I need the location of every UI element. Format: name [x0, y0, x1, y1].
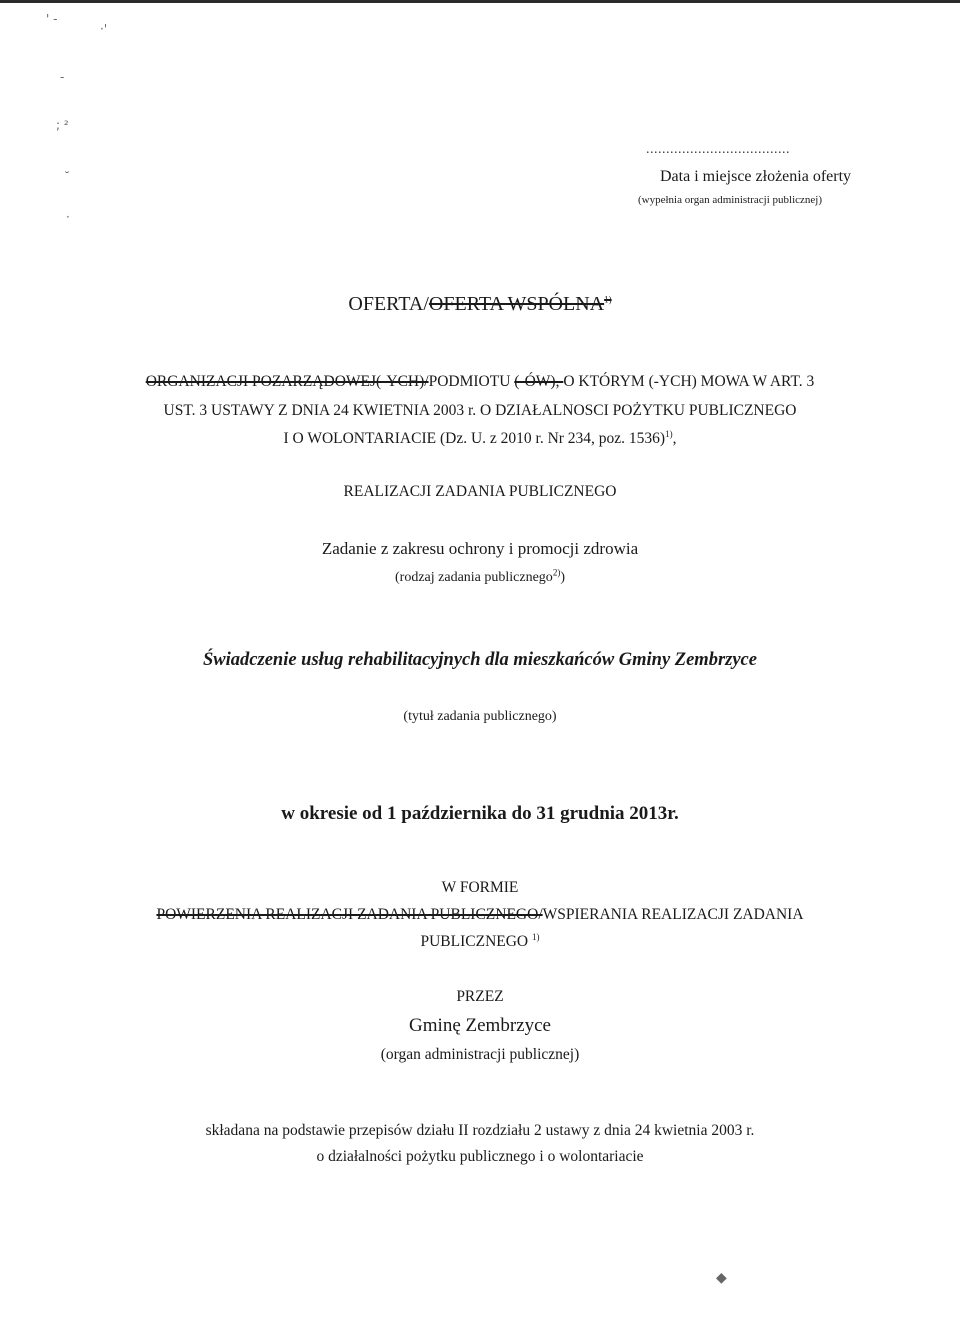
scan-speck: ; ²: [56, 118, 69, 132]
scan-speck: ◆: [716, 1270, 727, 1286]
subject-line-3-sup: 1): [665, 428, 673, 439]
authority-name: Gminę Zembrzyce: [409, 1015, 551, 1036]
offer-title-footnote: 1): [604, 294, 612, 305]
scan-speck: ' -: [46, 12, 58, 26]
task-type-note-text: (rodzaj zadania publicznego: [395, 570, 553, 585]
subject-line-3-tail: ,: [672, 430, 677, 447]
form-line-2-text: PUBLICZNEGO: [420, 933, 529, 950]
task-period: w okresie od 1 października do 31 grudnia 2013r.: [281, 803, 679, 824]
subject-line-3: [0, 430, 960, 448]
scan-speck: ·: [66, 210, 70, 224]
scan-speck: -: [60, 70, 65, 84]
task-type-note: [0, 567, 960, 586]
form-line-2: [0, 933, 960, 951]
form-heading: W FORMIE: [441, 879, 519, 896]
form-line-2-sup: 1): [532, 931, 540, 942]
scan-top-border: [0, 0, 960, 3]
realization-heading: REALIZACJI ZADANIA PUBLICZNEGO: [343, 483, 617, 500]
subject-text-d: O KTÓRYM (-YCH) MOWA W ART. 3: [563, 373, 815, 390]
date-place-label: Data i miejsce złożenia oferty: [660, 168, 852, 185]
authority-note: (organ administracji publicznej): [380, 1046, 580, 1063]
subject-line-3-text: I O WOLONTARIACIE (Dz. U. z 2010 r. Nr 234, poz. 1536): [283, 430, 666, 447]
offer-title: [0, 293, 960, 316]
task-title-note: (tytuł zadania publicznego): [403, 709, 557, 724]
form-line-1-rest: WSPIERANIA REALIZACJI ZADANIA: [542, 906, 804, 923]
subject-line-2: UST. 3 USTAWY Z DNIA 24 KWIETNIA 2003 r. O DZIAŁALNOSCI POŻYTKU PUBLICZNEGO: [163, 402, 797, 419]
subject-text-b: PODMIOTU: [428, 373, 515, 390]
date-place-note: (wypełnia organ administracji publicznej): [638, 194, 822, 206]
task-type-note-end: ): [560, 570, 565, 585]
task-type: Zadanie z zakresu ochrony i promocji zdrowia: [321, 539, 639, 558]
task-type-note-sup: 2): [552, 567, 561, 578]
form-struck: POWIERZENIA REALIZACJI ZADANIA PUBLICZNEGO/: [156, 906, 543, 923]
date-dots: ....................................: [646, 142, 790, 157]
scan-speck: ·': [100, 22, 108, 36]
scan-speck: ˘: [64, 170, 70, 184]
legal-basis-line-2: o działalności pożytku publicznego i o wolontariacie: [316, 1148, 644, 1165]
form-line-1: [0, 906, 960, 924]
by-heading: PRZEZ: [456, 988, 504, 1005]
offer-title-main: OFERTA/: [348, 293, 429, 315]
legal-basis-line-1: składana na podstawie przepisów działu II rozdziału 2 ustawy z dnia 24 kwietnia 2003 r.: [205, 1122, 755, 1139]
subject-struck-c: (-ÓW),: [514, 373, 564, 390]
task-title: Świadczenie usług rehabilitacyjnych dla mieszkańców Gminy Zembrzyce: [203, 650, 757, 670]
offer-title-struck: OFERTA WSPÓLNA: [428, 293, 605, 315]
subject-line-1: [0, 373, 960, 391]
subject-struck-a: ORGANIZACJI POZARZĄDOWEJ(-YCH)/: [145, 373, 429, 390]
